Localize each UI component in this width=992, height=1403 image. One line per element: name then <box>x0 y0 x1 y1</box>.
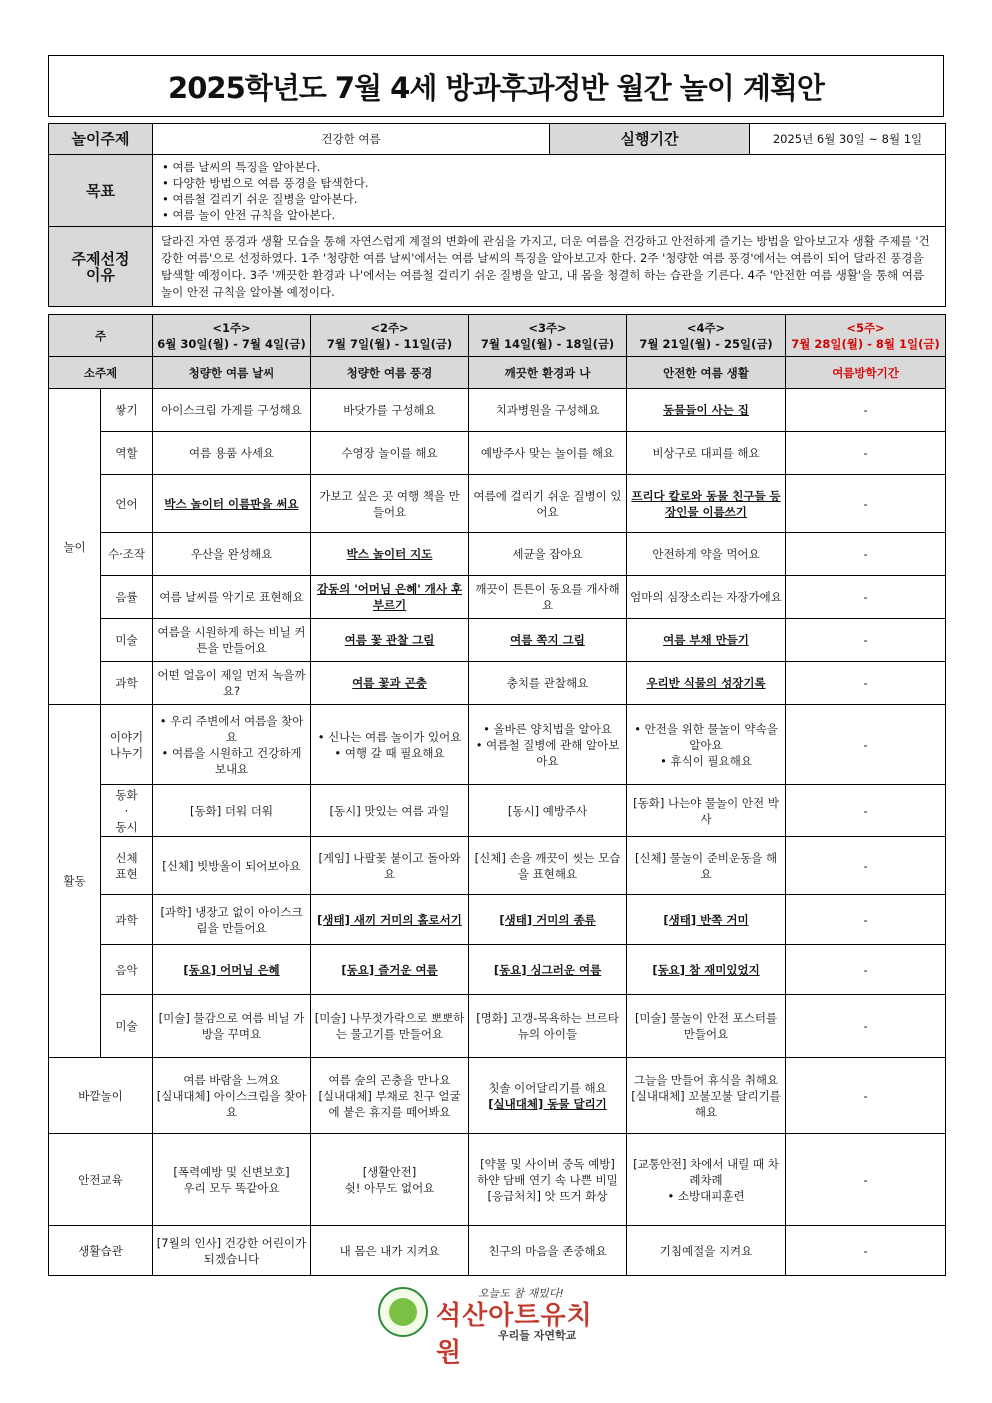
subtheme-2: 청량한 여름 풍경 <box>311 357 469 389</box>
cell-line: 쉿! 아무도 없어요 <box>344 1180 435 1195</box>
play-science-w1: 어떤 얼음이 제일 먼저 녹을까요? <box>153 662 311 705</box>
outdoor-w5: - <box>786 1058 946 1134</box>
play-language-w4: 프리다 칼로와 동물 친구들 등장인물 이름쓰기 <box>627 475 786 533</box>
subtheme-3: 깨끗한 환경과 나 <box>469 357 627 389</box>
act-story-w2: [동시] 맛있는 여름 과일 <box>311 785 469 837</box>
activity-section-label: 활동 <box>49 705 101 1058</box>
play-art-label: 미술 <box>101 619 153 662</box>
info-table <box>48 123 946 307</box>
theme-value: 건강한 여름 <box>153 124 550 155</box>
act-body-w5: - <box>786 837 946 895</box>
week-label: 주 <box>49 315 153 357</box>
cell-line: [약물 및 사이버 중독 예방] <box>480 1156 615 1171</box>
outdoor-label: 바깥놀이 <box>49 1058 153 1134</box>
week-header-4 <box>627 315 786 357</box>
play-math-w3: 세균을 잡아요 <box>469 533 627 576</box>
play-math-w2: 박스 놀이터 지도 <box>311 533 469 576</box>
subtheme-1: 청량한 여름 날씨 <box>153 357 311 389</box>
label-line: 나누기 <box>109 745 144 760</box>
bullet-line: • 휴식이 필요해요 <box>660 753 752 768</box>
act-science-w4: [생태] 반쪽 거미 <box>627 895 786 945</box>
act-talk-w5: - <box>786 705 946 785</box>
goal-item: • 다양한 방법으로 여름 풍경을 탐색한다. <box>162 175 942 191</box>
act-music-w1: [동요] 어머님 은혜 <box>153 945 311 995</box>
week-name: <5주> <box>846 320 885 335</box>
act-art-w5: - <box>786 995 946 1058</box>
act-art-w2: [미술] 나무젓가락으로 뽀뽀하는 물고기를 만들어요 <box>311 995 469 1058</box>
bullet-line: • 안전을 위한 물놀이 약속을 알아요 <box>634 721 778 752</box>
habit-w2: 내 몸은 내가 지켜요 <box>311 1226 469 1276</box>
act-talk-w1 <box>153 705 311 785</box>
play-music-w5: - <box>786 576 946 619</box>
bullet-line: • 올바른 양치법을 알아요 <box>483 721 612 736</box>
play-blocks-label: 쌓기 <box>101 389 153 432</box>
logo-slogan: 오늘도 참 재밌다! <box>478 1287 564 1300</box>
play-role-w5: - <box>786 432 946 475</box>
play-blocks-w1: 아이스크림 가게를 구성해요 <box>153 389 311 432</box>
cell-line: [실내대체] 부채로 친구 얼굴에 붙은 휴지를 떼어봐요 <box>318 1088 461 1119</box>
act-story-w1: [동화] 더워 더워 <box>153 785 311 837</box>
play-language-w2: 가보고 싶은 곳 여행 책을 만들어요 <box>311 475 469 533</box>
act-music-w5: - <box>786 945 946 995</box>
play-art-w5: - <box>786 619 946 662</box>
week-dates: 6월 30일(월) - 7월 4일(금) <box>157 336 306 351</box>
label-line: 표현 <box>115 866 138 881</box>
habit-w1: [7월의 인사] 건강한 어린이가 되겠습니다 <box>153 1226 311 1276</box>
reason-label-line: 주제선정 <box>71 249 130 268</box>
cell-line: [교통안전] 차에서 내릴 때 차례차례 <box>633 1156 779 1187</box>
act-talk-w2 <box>311 705 469 785</box>
week-dates: 7월 28일(월) - 8월 1일(금) <box>791 336 940 351</box>
act-art-w1: [미술] 물감으로 여름 비닐 가방을 꾸며요 <box>153 995 311 1058</box>
goal-item: • 여름 날씨의 특징을 알아본다. <box>162 159 942 175</box>
subtheme-label: 소주제 <box>49 357 153 389</box>
play-science-w3: 충치를 관찰해요 <box>469 662 627 705</box>
week-dates: 7월 7일(월) - 11일(금) <box>326 336 453 351</box>
week-header-1 <box>153 315 311 357</box>
act-science-label: 과학 <box>101 895 153 945</box>
goal-item: • 여름철 걸리기 쉬운 질병을 알아본다. <box>162 191 942 207</box>
act-music-label: 음악 <box>101 945 153 995</box>
bullet-line: • 여름철 질병에 관해 알아보아요 <box>475 737 620 768</box>
subtheme-4: 안전한 여름 생활 <box>627 357 786 389</box>
week-name: <3주> <box>528 320 567 335</box>
cell-line: 하얀 담배 연기 속 나쁜 비밀 <box>477 1172 618 1187</box>
play-role-label: 역할 <box>101 432 153 475</box>
play-music-w3: 깨끗이 튼튼이 동요를 개사해요 <box>469 576 627 619</box>
play-music-label: 음률 <box>101 576 153 619</box>
habit-label: 생활습관 <box>49 1226 153 1276</box>
cell-line: [실내대체] 아이스크림을 찾아요 <box>156 1088 307 1119</box>
bullet-line: • 신나는 여름 놀이가 있어요 <box>317 729 462 744</box>
label-line: 신체 <box>115 850 138 865</box>
play-math-label: 수·조작 <box>101 533 153 576</box>
logo-sub: 우리들 자연학교 <box>498 1329 577 1342</box>
week-dates: 7월 14일(월) - 18일(금) <box>480 336 615 351</box>
act-music-w4: [동요] 참 재미있었지 <box>627 945 786 995</box>
cell-line: 여름 바람을 느껴요 <box>183 1072 280 1087</box>
act-science-w5: - <box>786 895 946 945</box>
label-line: 이야기 <box>109 729 144 744</box>
play-blocks-w2: 바닷가를 구성해요 <box>311 389 469 432</box>
cell-line: 그늘을 만들어 휴식을 취해요 <box>633 1072 779 1087</box>
habit-w3: 친구의 마음을 존중해요 <box>469 1226 627 1276</box>
act-talk-label <box>101 705 153 785</box>
subtheme-5: 여름방학기간 <box>786 357 946 389</box>
page-title: 2025학년도 7월 4세 방과후과정반 월간 놀이 계획안 <box>168 70 824 105</box>
safety-w5: - <box>786 1134 946 1226</box>
safety-w2 <box>311 1134 469 1226</box>
play-language-w5: - <box>786 475 946 533</box>
play-music-w4: 엄마의 심장소리는 자장가에요 <box>627 576 786 619</box>
play-science-w2: 여름 꽃과 곤충 <box>311 662 469 705</box>
week-header-2 <box>311 315 469 357</box>
cell-line: [응급처치] 앗 뜨거 화상 <box>487 1188 608 1203</box>
cell-line: [폭력예방 및 신변보호] <box>173 1164 290 1179</box>
play-math-w4: 안전하게 약을 먹어요 <box>627 533 786 576</box>
act-story-label <box>101 785 153 837</box>
goal-cell <box>153 155 946 227</box>
reason-label <box>49 227 153 307</box>
act-body-w4: [신체] 물놀이 준비운동을 해요 <box>627 837 786 895</box>
act-art-label: 미술 <box>101 995 153 1058</box>
outdoor-w4 <box>627 1058 786 1134</box>
act-science-w2: [생태] 새끼 거미의 홀로서기 <box>311 895 469 945</box>
act-science-w1: [과학] 냉장고 없이 아이스크림을 만들어요 <box>153 895 311 945</box>
outdoor-w2 <box>311 1058 469 1134</box>
safety-w1 <box>153 1134 311 1226</box>
label-line: · <box>124 803 129 818</box>
play-art-w3: 여름 쪽지 그림 <box>469 619 627 662</box>
act-art-w4: [미술] 물놀이 안전 포스터를 만들어요 <box>627 995 786 1058</box>
cell-line: 우리 모두 똑같아요 <box>183 1180 280 1195</box>
act-talk-w3 <box>469 705 627 785</box>
outdoor-w3 <box>469 1058 627 1134</box>
play-language-w3: 여름에 걸리기 쉬운 질병이 있어요 <box>469 475 627 533</box>
act-story-w5: - <box>786 785 946 837</box>
act-story-w4: [동화] 나는야 물놀이 안전 박사 <box>627 785 786 837</box>
week-name: <4주> <box>686 320 726 335</box>
cell-line: • 소방대피훈련 <box>667 1188 745 1203</box>
act-body-w3: [신체] 손을 깨끗이 씻는 모습을 표현해요 <box>469 837 627 895</box>
title-box <box>48 55 944 117</box>
week-header-5 <box>786 315 946 357</box>
kindergarten-logo <box>378 1285 618 1368</box>
bullet-line: • 여름을 시원하고 건강하게 보내요 <box>161 745 302 776</box>
play-art-w2: 여름 꽃 관찰 그림 <box>311 619 469 662</box>
week-name: <1주> <box>212 320 251 335</box>
act-body-label <box>101 837 153 895</box>
habit-w5: - <box>786 1226 946 1276</box>
reason-label-line: 이유 <box>86 265 115 284</box>
week-name: <2주> <box>370 320 409 335</box>
play-science-label: 과학 <box>101 662 153 705</box>
reason-text: 달라진 자연 풍경과 생활 모습을 통해 자연스럽게 계절의 변화에 관심을 가지고, 더운 여름을 건강하고 안전하게 즐기는 방법을 알아보고자 생활 주제를 '건강한 여름'으로 선정하였다. 1주 '청량한 여름 날씨'에서는 여름 날씨의 특징을 알아보고자 한다. 2주 '청량한 여름 풍경'에서는 여름이 되어 달라진 풍경을 탐색할 예정이다. 3주 '깨끗한 환경과 나'에서는 여름철 걸리기 쉬운 질병을 알고, 내 몸을 청결히 하는 습관을 기른다. 4주 '안전한 여름 생활'을 통해 여름 놀이 안전 규칙을 알아볼 예정이다. <box>153 227 946 307</box>
act-science-w3: [생태] 거미의 종류 <box>469 895 627 945</box>
play-music-w2: 감동의 '어머님 은혜' 개사 후 부르기 <box>311 576 469 619</box>
goal-item: • 여름 놀이 안전 규칙을 알아본다. <box>162 207 942 223</box>
act-music-w2: [동요] 즐거운 여름 <box>311 945 469 995</box>
play-art-w4: 여름 부채 만들기 <box>627 619 786 662</box>
play-music-w1: 여름 날씨를 악기로 표현해요 <box>153 576 311 619</box>
play-blocks-w3: 치과병원을 구성해요 <box>469 389 627 432</box>
play-role-w1: 여름 용품 사세요 <box>153 432 311 475</box>
week-header-3 <box>469 315 627 357</box>
week-dates: 7월 21일(월) - 25일(금) <box>639 336 773 351</box>
act-story-w3: [동시] 예방주사 <box>469 785 627 837</box>
play-science-w5: - <box>786 662 946 705</box>
label-line: 동시 <box>115 819 138 834</box>
act-music-w3: [동요] 싱그러운 여름 <box>469 945 627 995</box>
outdoor-w1 <box>153 1058 311 1134</box>
play-section-label: 놀이 <box>49 389 101 705</box>
act-body-w1: [신체] 빗방울이 되어보아요 <box>153 837 311 895</box>
kindergarten-emblem-icon <box>378 1287 428 1337</box>
safety-label: 안전교육 <box>49 1134 153 1226</box>
theme-label: 놀이주제 <box>49 124 153 155</box>
plan-table <box>48 314 946 1276</box>
cell-line: [실내대체] 꼬불꼬불 달리기를 해요 <box>631 1088 781 1119</box>
play-role-w4: 비상구로 대피를 해요 <box>627 432 786 475</box>
bullet-line: • 여행 갈 때 필요해요 <box>334 745 445 760</box>
act-art-w3: [명화] 고갱-목욕하는 브르타뉴의 아이들 <box>469 995 627 1058</box>
safety-w3 <box>469 1134 627 1226</box>
label-line: 동화 <box>115 787 138 802</box>
act-talk-w4 <box>627 705 786 785</box>
bullet-line: • 우리 주변에서 여름을 찾아요 <box>159 713 304 744</box>
habit-w4: 기침예절을 지켜요 <box>627 1226 786 1276</box>
play-blocks-w5: - <box>786 389 946 432</box>
play-science-w4: 우리반 식물의 성장기록 <box>627 662 786 705</box>
play-role-w2: 수영장 놀이를 해요 <box>311 432 469 475</box>
play-blocks-w4: 동물들이 사는 집 <box>627 389 786 432</box>
play-language-label: 언어 <box>101 475 153 533</box>
logo-name: 석산아트유치원 <box>436 1301 593 1368</box>
play-math-w5: - <box>786 533 946 576</box>
play-art-w1: 여름을 시원하게 하는 비닐 커튼을 만들어요 <box>153 619 311 662</box>
cell-line: 여름 숲의 곤충을 만나요 <box>328 1072 451 1087</box>
cell-line: [실내대체] 동물 달리기 <box>488 1096 607 1111</box>
cell-line: [생활안전] <box>362 1164 417 1179</box>
safety-w4 <box>627 1134 786 1226</box>
play-role-w3: 예방주사 맞는 놀이를 해요 <box>469 432 627 475</box>
period-label: 실행기간 <box>550 124 750 155</box>
cell-line: 칫솔 이어달리기를 해요 <box>488 1080 607 1095</box>
play-math-w1: 우산을 완성해요 <box>153 533 311 576</box>
play-language-w1: 박스 놀이터 이름판을 써요 <box>153 475 311 533</box>
goal-list <box>156 159 942 223</box>
goal-label: 목표 <box>49 155 153 227</box>
act-body-w2: [게임] 나팔꽃 붙이고 돌아와요 <box>311 837 469 895</box>
period-value: 2025년 6월 30일 ~ 8월 1일 <box>750 124 946 155</box>
